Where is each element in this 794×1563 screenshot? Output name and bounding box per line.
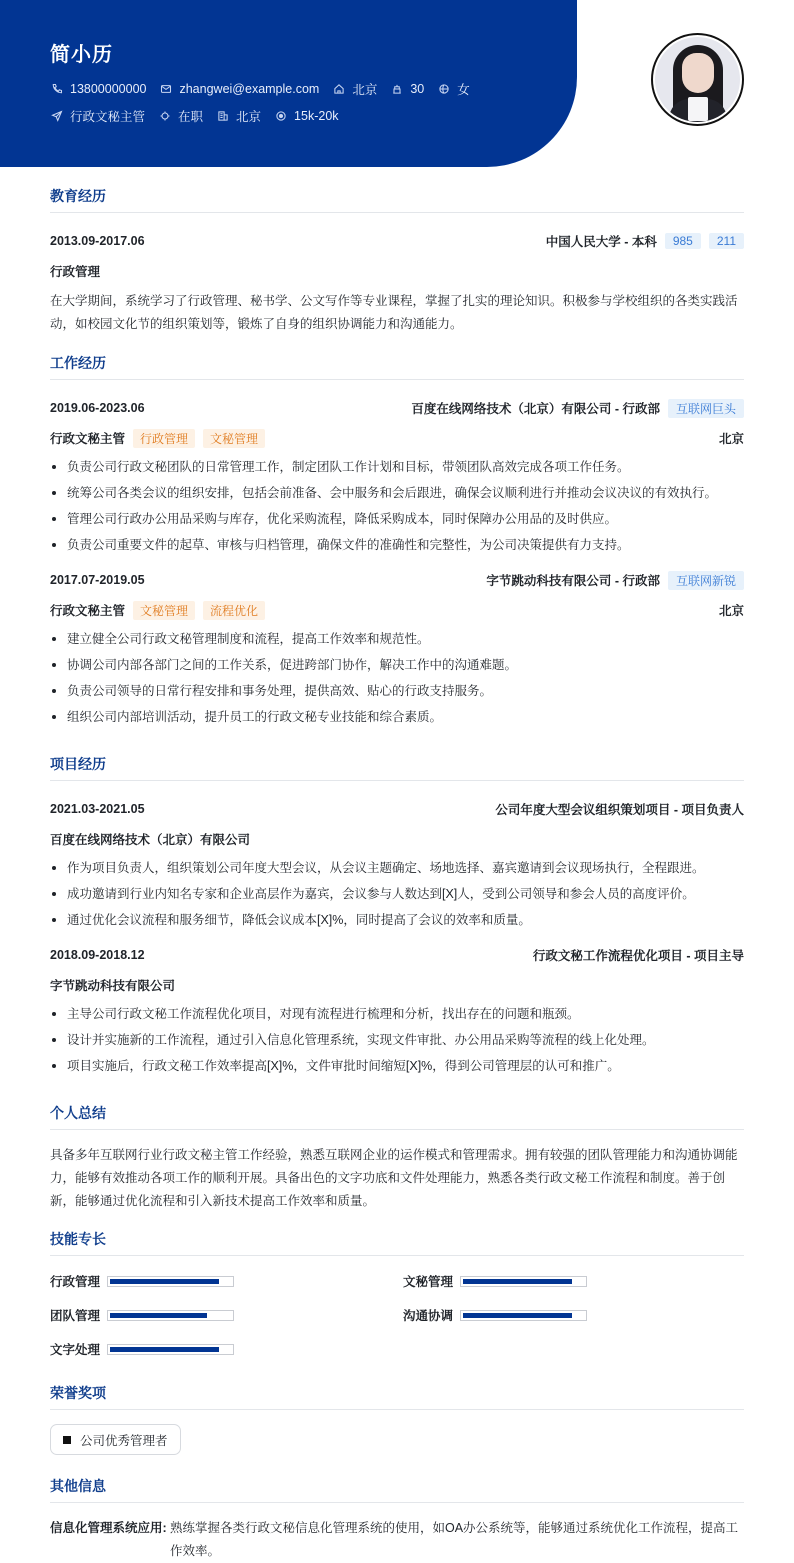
job-status-info: 在职 xyxy=(158,107,203,125)
candidate-name: 简小历 xyxy=(50,44,113,66)
skills-grid xyxy=(50,1272,744,1358)
gender-info: 女 xyxy=(437,80,470,98)
list-item: 作为项目负责人，组织策划公司年度大型会议，从会议主题确定、场地选择、嘉宾邀请到会议现场执行，全程跟进。 xyxy=(50,855,744,881)
school-tag: 985 xyxy=(665,233,701,249)
projects-section xyxy=(50,754,744,1079)
resume-body xyxy=(50,186,744,1563)
skill-fill xyxy=(110,1313,207,1318)
skill-bar xyxy=(107,1310,234,1321)
work-entry xyxy=(50,398,744,558)
skill-tag: 文秘管理 xyxy=(133,601,195,620)
company-tag: 互联网新锐 xyxy=(668,571,744,590)
status-icon xyxy=(158,110,171,123)
list-item: 设计并实施新的工作流程，通过引入信息化管理系统，实现文件审批、办公用品采购等流程的线上化处理。 xyxy=(50,1027,744,1053)
project-name: 行政文秘工作流程优化项目 - 项目主导 xyxy=(532,949,744,963)
skill-bar xyxy=(107,1276,234,1287)
skill-tag: 行政管理 xyxy=(133,429,195,448)
section-title: 其他信息 xyxy=(50,1476,744,1503)
skill-item xyxy=(50,1306,403,1324)
skill-bar xyxy=(460,1310,587,1321)
target-city-info: 北京 xyxy=(216,107,261,125)
skills-section xyxy=(50,1229,744,1358)
skill-bar xyxy=(460,1276,587,1287)
list-item: 负责公司行政文秘团队的日常管理工作，制定团队工作计划和目标，带领团队高效完成各项工作任务。 xyxy=(50,454,744,480)
skill-fill xyxy=(110,1279,219,1284)
other-section xyxy=(50,1476,744,1563)
entry-date: 2021.03-2021.05 xyxy=(50,802,145,816)
list-item: 组织公司内部培训活动，提升员工的行政文秘专业技能和综合素质。 xyxy=(50,704,744,730)
city-info: 北京 xyxy=(332,80,377,98)
list-item: 负责公司重要文件的起草、审核与归档管理，确保文件的准确性和完整性，为公司决策提供有力支持。 xyxy=(50,532,744,558)
gender-icon xyxy=(437,83,450,96)
skill-label: 文字处理 xyxy=(50,1343,101,1357)
target-position-info: 行政文秘主管 xyxy=(50,107,145,125)
skill-fill xyxy=(110,1347,219,1352)
section-title: 工作经历 xyxy=(50,353,744,380)
project-company: 字节跳动科技有限公司 xyxy=(50,979,176,993)
company-name: 字节跳动科技有限公司 - 行政部 xyxy=(486,574,660,588)
skill-label: 行政管理 xyxy=(50,1275,101,1289)
position: 行政文秘主管 xyxy=(50,432,126,446)
square-bullet-icon xyxy=(63,1436,71,1444)
send-icon xyxy=(50,110,63,123)
summary-section xyxy=(50,1103,744,1213)
home-icon xyxy=(332,83,345,96)
position: 行政文秘主管 xyxy=(50,604,126,618)
project-company: 百度在线网络技术（北京）有限公司 xyxy=(50,833,251,847)
skill-item xyxy=(50,1340,403,1358)
awards-section xyxy=(50,1383,744,1455)
award-label: 公司优秀管理者 xyxy=(80,1433,168,1448)
entry-date: 2017.07-2019.05 xyxy=(50,573,145,587)
list-item: 管理公司行政办公用品采购与库存，优化采购流程，降低采购成本，同时保障办公用品的及时供应。 xyxy=(50,506,744,532)
project-bullets xyxy=(50,1001,744,1079)
skill-item xyxy=(403,1306,744,1324)
contact-info-row xyxy=(50,80,483,98)
major: 行政管理 xyxy=(50,265,101,279)
work-location: 北京 xyxy=(718,432,744,446)
building-icon xyxy=(216,110,229,123)
list-item: 项目实施后，行政文秘工作效率提高[X]%，文件审批时间缩短[X]%，得到公司管理层的认可和推广。 xyxy=(50,1053,744,1079)
job-info-row xyxy=(50,107,352,125)
project-entry xyxy=(50,799,744,933)
age-info: 30 xyxy=(390,82,424,96)
phone-info: 13800000000 xyxy=(50,82,146,96)
list-item: 主导公司行政文秘工作流程优化项目，对现有流程进行梳理和分析，找出存在的问题和瓶颈。 xyxy=(50,1001,744,1027)
list-item: 成功邀请到行业内知名专家和企业高层作为嘉宾，会议参与人数达到[X]人，受到公司领导和参会人员的高度评价。 xyxy=(50,881,744,907)
skill-tag: 流程优化 xyxy=(203,601,265,620)
section-title: 技能专长 xyxy=(50,1229,744,1256)
skill-label: 团队管理 xyxy=(50,1309,101,1323)
work-bullets xyxy=(50,626,744,730)
other-info-text: 熟练掌握各类行政文秘信息化管理系统的使用，如OA办公系统等，能够通过系统优化工作流程，提高工作效率。 xyxy=(170,1521,739,1558)
education-section xyxy=(50,186,744,336)
company-name: 百度在线网络技术（北京）有限公司 - 行政部 xyxy=(411,402,660,416)
email-info: zhangwei@example.com xyxy=(159,82,319,96)
work-section xyxy=(50,353,744,730)
list-item: 建立健全公司行政文秘管理制度和流程，提高工作效率和规范性。 xyxy=(50,626,744,652)
list-item: 统筹公司各类会议的组织安排，包括会前准备、会中服务和会后跟进，确保会议顺利进行并推动会议决议的有效执行。 xyxy=(50,480,744,506)
list-item: 通过优化会议流程和服务细节，降低会议成本[X]%，同时提高了会议的效率和质量。 xyxy=(50,907,744,933)
phone-icon xyxy=(50,83,63,96)
section-title: 项目经历 xyxy=(50,754,744,781)
summary-text: 具备多年互联网行业行政文秘主管工作经验，熟悉互联网企业的运作模式和管理需求。拥有较强的团队管理能力和沟通协调能力，能够有效推动各项工作的顺利开展。具备出色的文字功底和文件处理能力，熟悉各类行政文秘工作流程和制度。善于创新，能够通过优化流程和引入新技术提高工作效率和质量。 xyxy=(50,1148,738,1208)
other-info-row xyxy=(50,1517,744,1563)
list-item: 协调公司内部各部门之间的工作关系，促进跨部门协作，解决工作中的沟通难题。 xyxy=(50,652,744,678)
section-title: 个人总结 xyxy=(50,1103,744,1130)
work-bullets xyxy=(50,454,744,558)
entry-date: 2018.09-2018.12 xyxy=(50,948,145,962)
section-title: 教育经历 xyxy=(50,186,744,213)
skill-label: 文秘管理 xyxy=(403,1275,454,1289)
age-icon xyxy=(390,83,403,96)
list-item: 负责公司领导的日常行程安排和事务处理，提供高效、贴心的行政支持服务。 xyxy=(50,678,744,704)
resume-header xyxy=(0,0,577,167)
avatar-photo xyxy=(655,37,740,122)
award-badge xyxy=(50,1424,181,1455)
mail-icon xyxy=(159,83,172,96)
company-tag: 互联网巨头 xyxy=(668,399,744,418)
skill-item xyxy=(403,1272,744,1290)
other-info-label: 信息化管理系统应用: xyxy=(50,1521,167,1535)
skill-tag: 文秘管理 xyxy=(203,429,265,448)
skill-bar xyxy=(107,1344,234,1355)
work-location: 北京 xyxy=(718,604,744,618)
education-description: 在大学期间，系统学习了行政管理、秘书学、公文写作等专业课程，掌握了扎实的理论知识。积极参与学校组织的各类实践活动，如校园文化节的组织策划等，锻炼了自身的组织协调能力和沟通能力。 xyxy=(50,294,738,331)
salary-info: 15k-20k xyxy=(274,109,338,123)
entry-date: 2013.09-2017.06 xyxy=(50,234,145,248)
education-entry xyxy=(50,231,744,336)
project-entry xyxy=(50,945,744,1079)
school-name: 中国人民大学 - 本科 xyxy=(545,235,657,249)
work-entry xyxy=(50,570,744,730)
skill-item xyxy=(50,1272,403,1290)
salary-icon xyxy=(274,110,287,123)
skill-fill xyxy=(463,1279,572,1284)
entry-date: 2019.06-2023.06 xyxy=(50,401,145,415)
skill-fill xyxy=(463,1313,572,1318)
project-name: 公司年度大型会议组织策划项目 - 项目负责人 xyxy=(495,803,744,817)
avatar xyxy=(651,33,744,126)
school-tag: 211 xyxy=(709,233,744,249)
section-title: 荣誉奖项 xyxy=(50,1383,744,1410)
project-bullets xyxy=(50,855,744,933)
skill-label: 沟通协调 xyxy=(403,1309,454,1323)
